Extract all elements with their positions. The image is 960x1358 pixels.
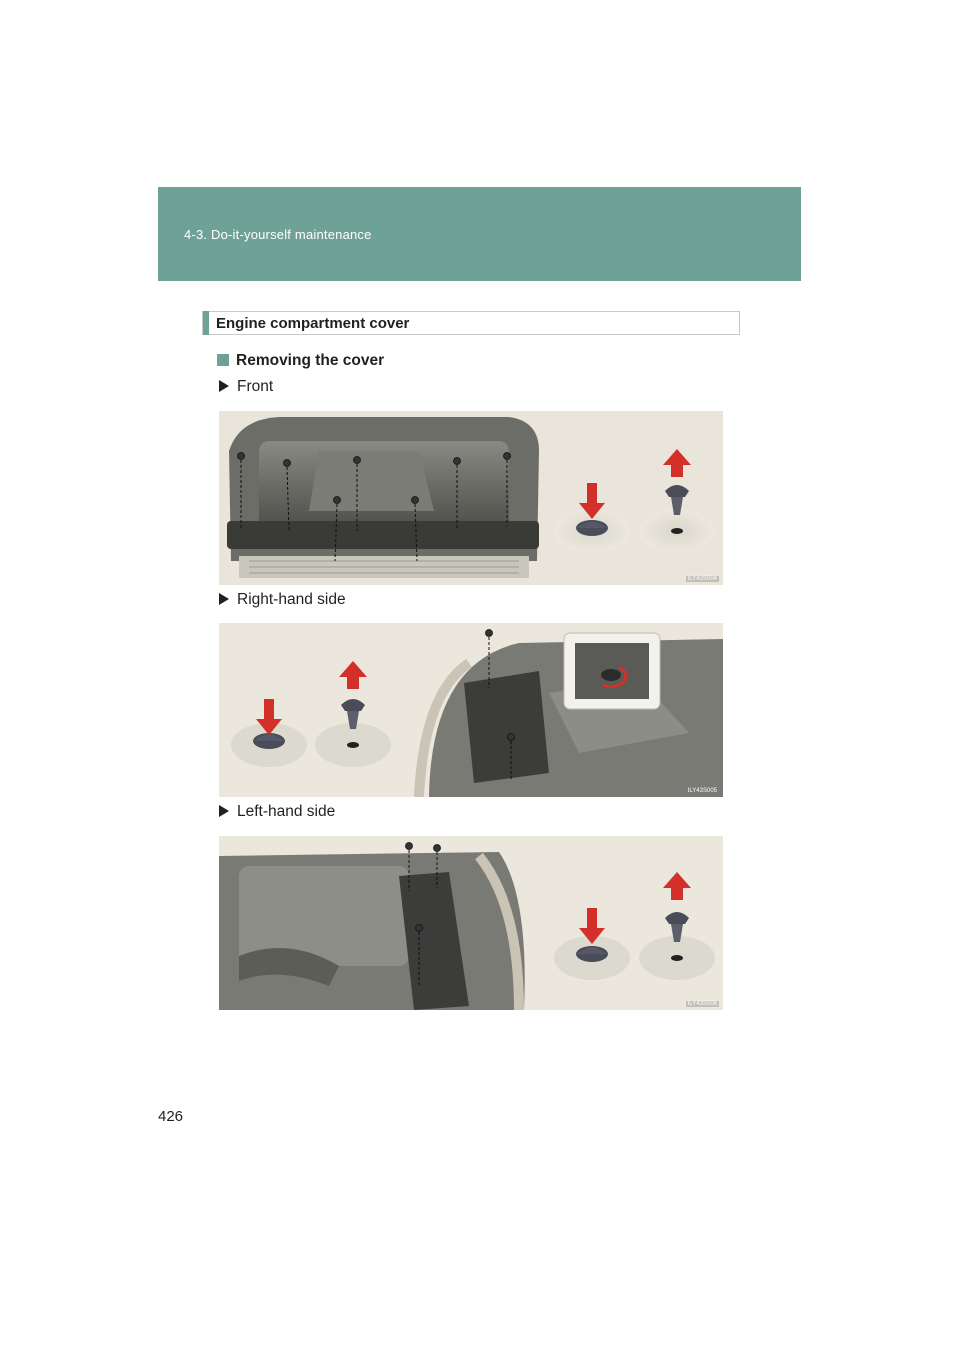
section-title: Engine compartment cover — [216, 315, 410, 332]
subsection-heading — [217, 352, 384, 370]
view-label-left-hand-side: Left-hand side — [219, 803, 335, 821]
figure-code: ILY43S006 — [687, 1001, 717, 1007]
triangle-bullet-icon — [219, 593, 229, 605]
figure-left-hand-side — [219, 836, 723, 1010]
figure-front — [219, 411, 723, 585]
section-accent-bar — [203, 311, 209, 335]
left-side-engine-illustration — [219, 836, 723, 1010]
chapter-title: 4-3. Do-it-yourself maintenance — [184, 227, 372, 242]
figure-code: ILY43S004 — [687, 576, 717, 582]
chapter-header-band — [158, 187, 801, 281]
view-label-front: Front — [219, 378, 273, 396]
view-label-right-hand-side: Right-hand side — [219, 591, 346, 609]
subsection-title: Removing the cover — [236, 352, 385, 369]
triangle-bullet-icon — [219, 805, 229, 817]
figure-right-hand-side — [219, 623, 723, 797]
page-number: 426 — [158, 1108, 184, 1125]
front-engine-illustration — [219, 411, 723, 585]
section-heading — [202, 311, 740, 335]
right-side-engine-illustration — [219, 623, 723, 797]
square-bullet-icon — [217, 354, 229, 366]
triangle-bullet-icon — [219, 380, 229, 392]
figure-code: ILY43S005 — [687, 788, 717, 794]
